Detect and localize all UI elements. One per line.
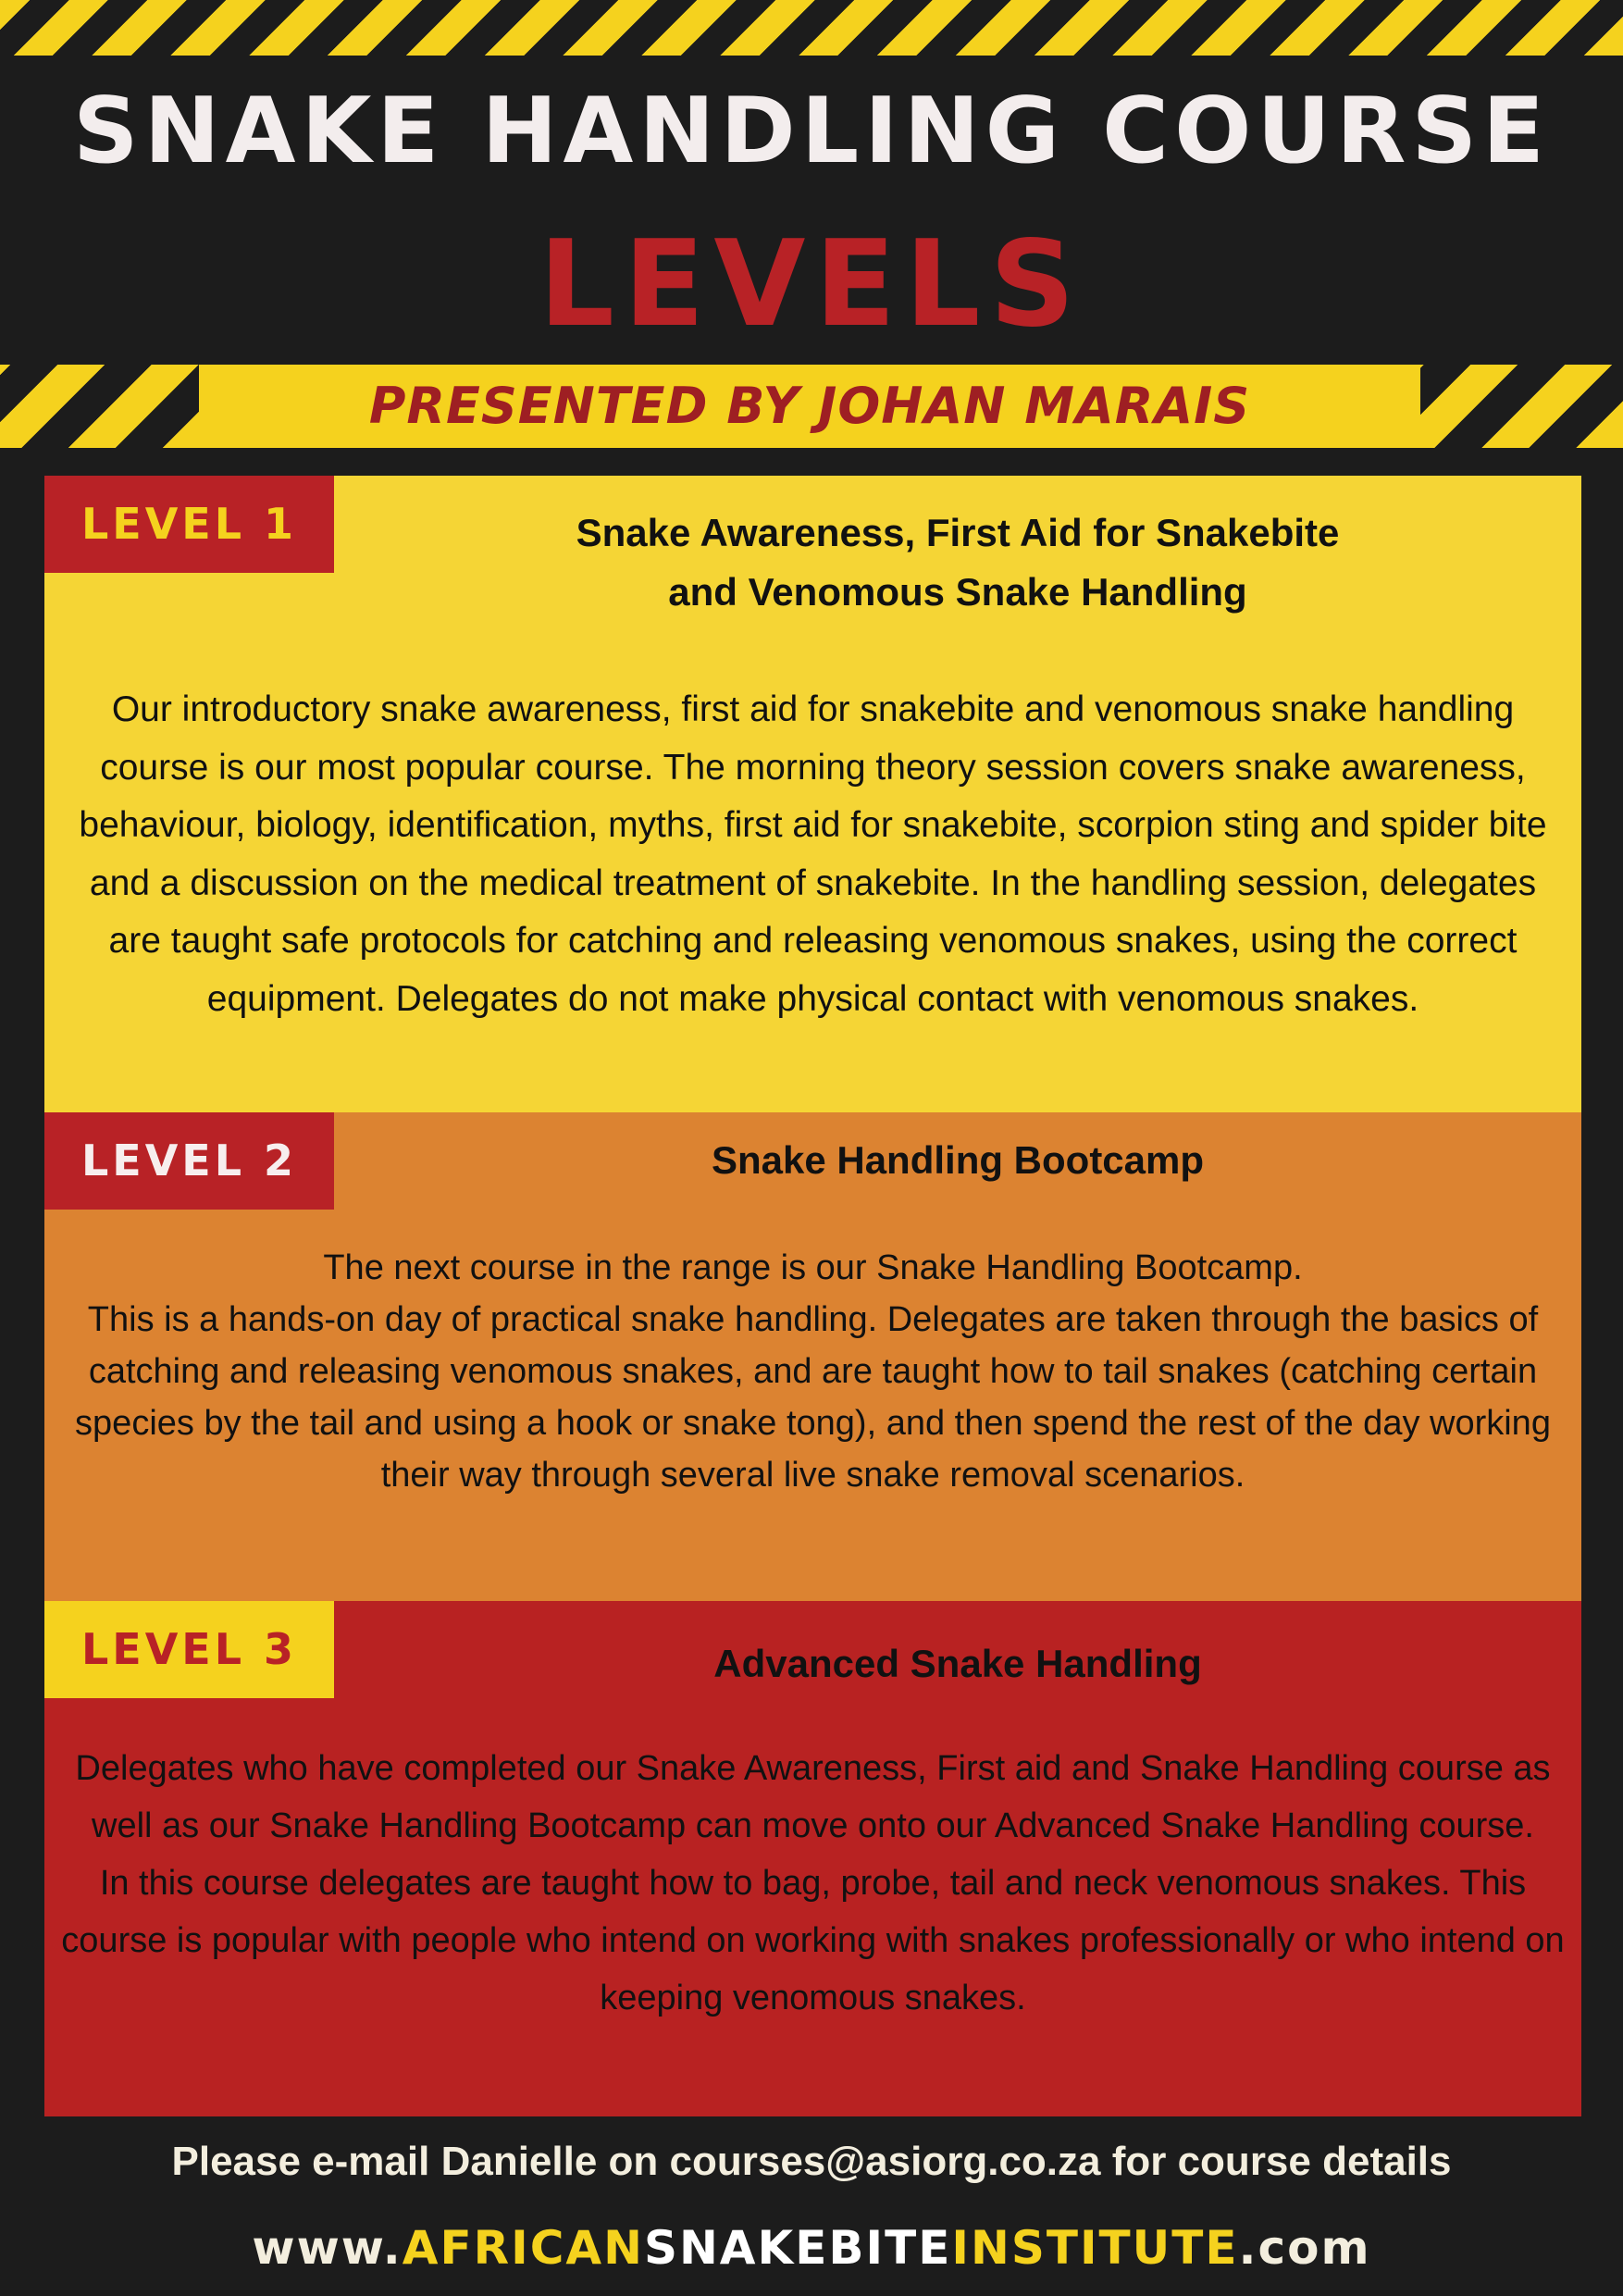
website-word-african: AFRICAN (402, 2221, 644, 2275)
level-1-panel (44, 476, 1581, 1112)
website-word-snakebite: SNAKEBITE (643, 2221, 952, 2275)
level-3-description (52, 1740, 1574, 2027)
level-3-heading: Advanced Snake Handling (713, 1642, 1202, 1685)
poster-subtitle: LEVELS (539, 216, 1084, 354)
level-1-heading (334, 503, 1581, 622)
website-prefix: www. (252, 2221, 403, 2275)
poster-title: SNAKE HANDLING COURSE (73, 79, 1550, 184)
level-1-badge: LEVEL 1 (44, 476, 334, 573)
level-1-heading-line1: Snake Awareness, First Aid for Snakebite (576, 511, 1340, 554)
contact-line: Please e-mail Danielle on courses@asiorg.co.za for course details (171, 2139, 1452, 2184)
level-2-description (63, 1242, 1563, 1501)
level-2-heading: Snake Handling Bootcamp (711, 1138, 1205, 1182)
hazard-stripe-top (0, 0, 1623, 56)
level-2-badge: LEVEL 2 (44, 1112, 334, 1210)
level-2-panel (44, 1112, 1581, 1601)
level-3-badge: LEVEL 3 (44, 1601, 334, 1698)
level-2-description-intro: The next course in the range is our Snake Handling Bootcamp. (323, 1248, 1303, 1287)
level-3-description-detail: In this course delegates are taught how to bag, probe, tail and neck venomous snakes. This course is popular with people who intend on working with snakes professionally or who intend on keeping venomous snakes. (61, 1864, 1565, 2017)
website-link[interactable] (0, 2215, 1623, 2280)
level-3-description-intro: Delegates who have completed our Snake Awareness, First aid and Snake Handling course as well as our Snake Handling Bootcamp can move onto our Advanced Snake Handling course. (75, 1749, 1551, 1845)
level-1-heading-line2: and Venomous Snake Handling (668, 570, 1247, 614)
level-1-description: Our introductory snake awareness, first aid for snakebite and venomous snake handling course is our most popular course. The morning theory session covers snake awareness, behaviour, biology, identification, myths, first aid for snakebite, scorpion sting and spider bite and a discussion on the medical treatment of snakebite. In the handling session, delegates are taught safe protocols for catching and releasing venomous snakes, using the correct equipment. Delegates do not make physical contact with venomous snakes. (79, 689, 1547, 1019)
website-word-institute: INSTITUTE (951, 2221, 1239, 2275)
level-3-panel (44, 1601, 1581, 2116)
presenter-banner: PRESENTED BY JOHAN MARAIS (199, 365, 1420, 448)
website-suffix: .com (1238, 2221, 1371, 2275)
level-2-description-detail: This is a hands-on day of practical snake handling. Delegates are taken through the basics of catching and releasing venomous snakes, and are taught how to tail snakes (catching certain species by the tail and using a hook or snake tong), and then spend the rest of the day working their way through several live snake removal scenarios. (75, 1300, 1551, 1495)
